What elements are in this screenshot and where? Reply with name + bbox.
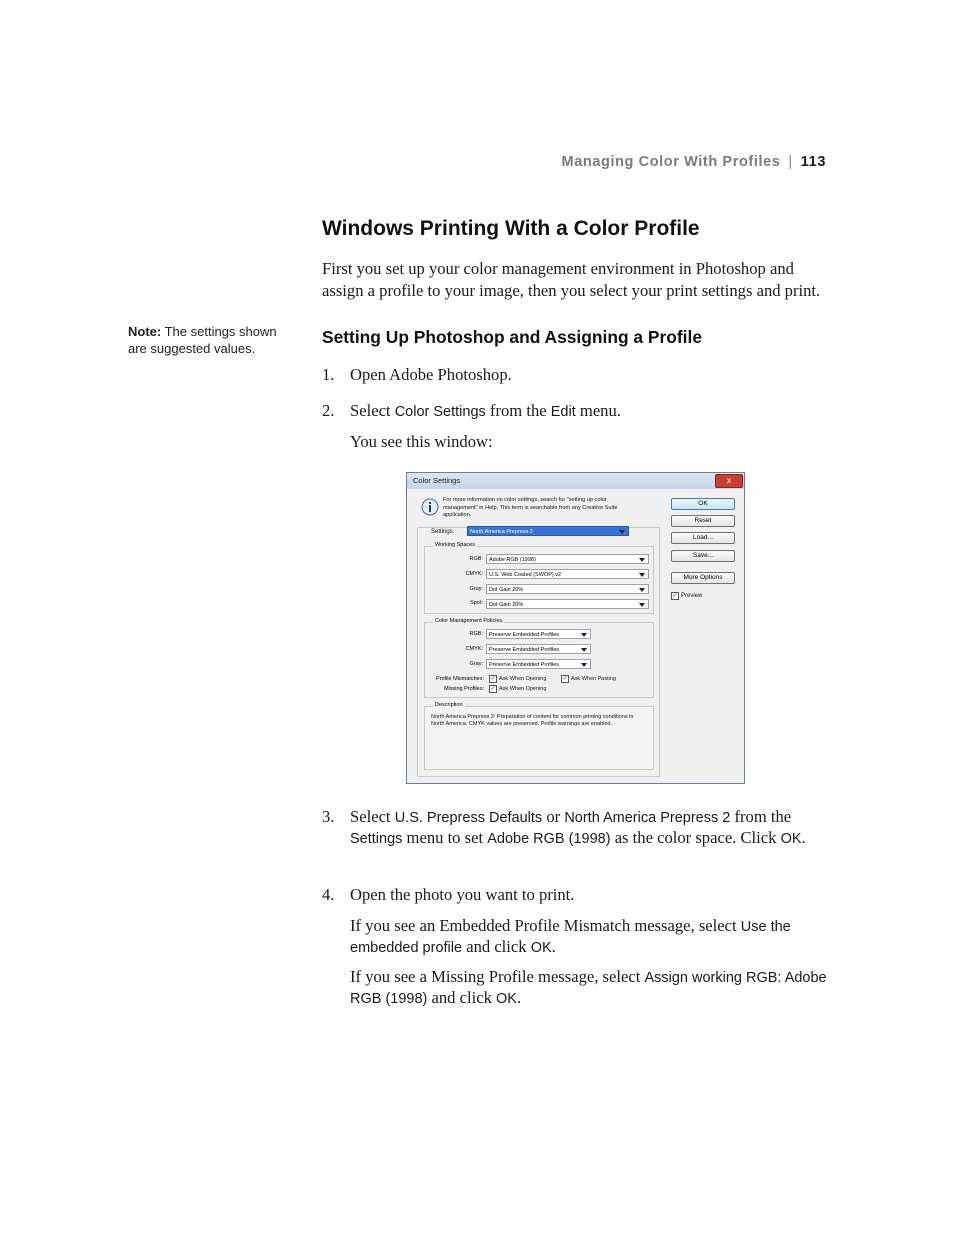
policies-label: Color Management Policies [435, 618, 503, 624]
note-label: Note: [128, 324, 162, 339]
note-text: The settings shown are suggested values. [128, 324, 277, 356]
step-4-text: Open the photo you want to print. [350, 885, 575, 904]
step-1-text: Open Adobe Photoshop. [350, 365, 512, 384]
ok-button[interactable]: OK [671, 498, 735, 510]
ui-ok: OK [780, 831, 802, 847]
step-4-p1-post: . [551, 937, 556, 956]
cmp-cmyk-label: CMYK: [465, 646, 483, 652]
step-3-number: 3. [322, 807, 335, 826]
ask-pasting-label: Ask When Pasting [571, 676, 616, 682]
ws-spot-select[interactable]: Dot Gain 20% [486, 599, 649, 609]
step-4-p2-post: . [516, 988, 522, 1007]
step-2-pre: Select [350, 401, 395, 420]
ask-opening-label: Ask When Opening [499, 676, 547, 682]
mismatch-label: Profile Mismatches: [436, 676, 484, 682]
ws-gray-select[interactable]: Dot Gain 20% [486, 584, 649, 594]
ui-color-settings: Color Settings [394, 404, 486, 420]
ui-north-america-prepress-2: North America Prepress 2 [564, 810, 731, 826]
step-4-para-2 [350, 967, 830, 1009]
ws-rgb-select[interactable]: Adobe RGB (1998) [486, 554, 649, 564]
step-3-mid3: menu to set [402, 828, 488, 847]
ask-opening-checkbox[interactable]: ✓ [490, 676, 496, 682]
step-2-mid: from the [485, 401, 551, 420]
step-2-post: menu. [575, 401, 621, 420]
ui-ok-2: OK [530, 940, 552, 956]
ui-assign-working-rgb: Assign working RGB: Adobe RGB (1998) [350, 970, 827, 1007]
ask-opening-missing-checkbox[interactable]: ✓ [490, 686, 496, 692]
description-label: Description [435, 702, 463, 708]
close-icon[interactable]: x [715, 474, 743, 488]
ui-edit: Edit [550, 404, 576, 420]
ws-gray-label: Gray: [469, 586, 483, 592]
preview-checkbox[interactable]: ✓ [672, 593, 678, 599]
step-2-follow: You see this window: [350, 432, 493, 451]
ui-us-prepress-defaults: U.S. Prepress Defaults [394, 810, 543, 826]
step-3-post: . [801, 828, 806, 847]
settings-select[interactable]: North America Prepress 2 [467, 526, 629, 536]
ui-ok-3: OK [496, 991, 517, 1007]
step-2-text [350, 401, 830, 422]
step-3-text [350, 807, 830, 849]
ws-cmyk-label: CMYK: [465, 571, 483, 577]
preview-label: Preview [681, 593, 703, 599]
ask-opening-missing-label: Ask When Opening [499, 686, 547, 692]
more-options-button[interactable]: More Options [671, 572, 735, 584]
ui-use-embedded-profile: Use the embedded profile [350, 919, 791, 956]
step-4-para-1 [350, 916, 830, 958]
step-3-mid1: or [542, 807, 565, 826]
side-note [128, 323, 278, 357]
step-3-mid4: as the color space. Click [610, 828, 781, 847]
ui-adobe-rgb: Adobe RGB (1998) [487, 831, 611, 847]
save-button[interactable]: Save... [671, 550, 735, 562]
working-spaces-label: Working Spaces [435, 542, 475, 548]
step-4-p1-mid: and click [462, 937, 531, 956]
description-text: North America Prepress 2: Preparation of content for common printing conditions in North America. CMYK values are preserved. Profile warnings are enabled. [431, 714, 634, 728]
ws-spot-label: Spot: [470, 600, 483, 606]
ws-rgb-label: RGB: [469, 556, 483, 562]
cmp-cmyk-select[interactable]: Preserve Embedded Profiles [486, 644, 591, 654]
cmp-rgb-label: RGB: [469, 631, 483, 637]
step-3-mid2: from the [730, 807, 792, 826]
cmp-gray-select[interactable]: Preserve Embedded Profiles [486, 659, 591, 669]
cmp-rgb-select[interactable]: Preserve Embedded Profiles [486, 629, 591, 639]
step-4-p2-pre: If you see a Missing Profile message, select [350, 967, 645, 986]
step-3-pre: Select [350, 807, 395, 826]
ask-pasting-checkbox[interactable]: ✓ [562, 676, 568, 682]
page-number: 113 [800, 154, 826, 170]
step-2-number: 2. [322, 401, 335, 420]
section-heading: Setting Up Photoshop and Assigning a Profile [322, 327, 703, 347]
section-title: Managing Color With Profiles [561, 154, 781, 170]
ws-cmyk-select[interactable]: U.S. Web Coated (SWOP) v2 [486, 569, 649, 579]
page-title: Windows Printing With a Color Profile [322, 217, 700, 240]
dialog-info-text: For more information on color settings, search for "setting up color management" in Help. This term is searchable from any Creative Suite application. [443, 497, 618, 518]
running-header [470, 154, 826, 170]
missing-label: Missing Profiles: [443, 686, 484, 692]
info-icon [421, 498, 439, 516]
settings-label: Settings: [431, 529, 455, 535]
color-settings-dialog [406, 472, 745, 784]
step-1-number: 1. [322, 365, 335, 384]
cmp-gray-label: Gray: [469, 661, 483, 667]
ui-settings: Settings [350, 831, 403, 847]
reset-button[interactable]: Reset [671, 515, 735, 527]
load-button[interactable]: Load... [671, 532, 735, 544]
dialog-title: Color Settings [413, 476, 461, 485]
step-4-p1-pre: If you see an Embedded Profile Mismatch message, select [350, 916, 741, 935]
header-separator: | [788, 154, 793, 170]
step-4-number: 4. [322, 885, 335, 904]
step-4-p2-mid: and click [427, 988, 497, 1007]
intro-paragraph: First you set up your color management environment in Photoshop and assign a profile to your image, then you select your print settings and print. [322, 259, 821, 300]
